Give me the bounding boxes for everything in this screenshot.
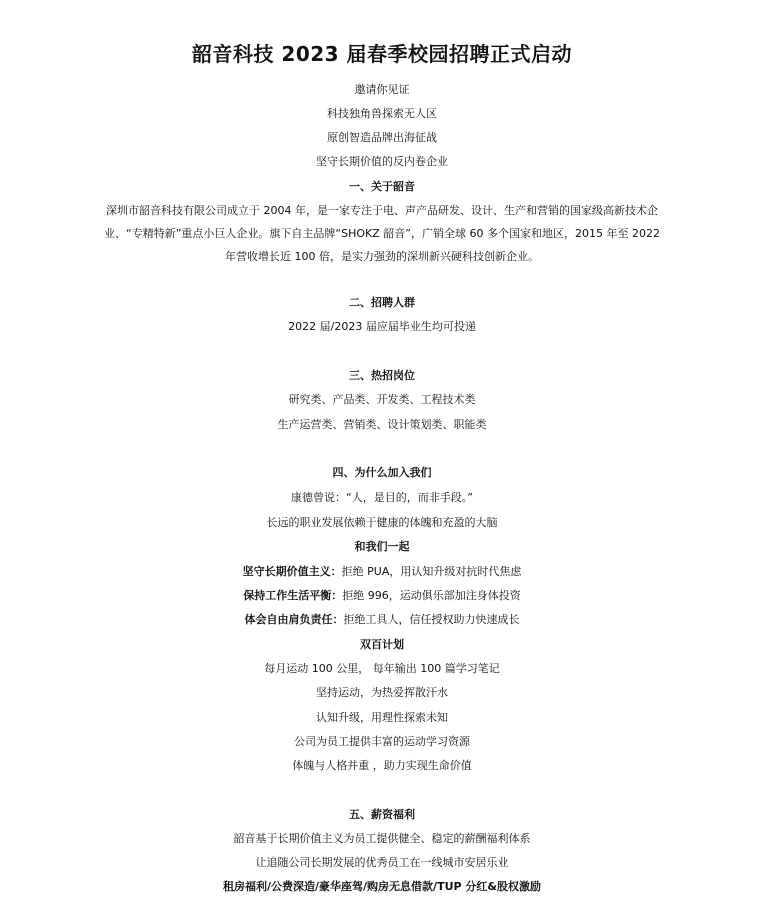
plan-line: 坚持运动，为热爱挥散汗水 [316,686,448,699]
value-item-text: 拒绝 PUA，用认知升级对抗时代焦虑 [341,565,522,578]
plan-line: 每月运动 100 公里， 每年输出 100 篇学习笔记 [264,662,500,675]
value-item [0,612,764,627]
section-heading-about: 一、关于韶音 [349,180,415,193]
intro-line: 科技独角兽探索无人区 [327,107,437,120]
section-heading-hot-positions: 三、热招岗位 [349,369,415,382]
why-join-line: 长远的职业发展依赖于健康的体魄和充盈的大脑 [266,516,498,529]
about-paragraph: 深圳市韶音科技有限公司成立于 2004 年，是一家专注于电、声产品研发、设计、生产和营销的国家级高新技术企业、“专精特新”重点小巨人企业。旗下自主品牌“SHOKZ 韶音”，广销全球 60 多个国家和地区，2015 年至 2022 年营收增长近 100 倍，是实力强劲的深圳新兴硬科技创新企业。 [104,204,660,263]
page-title: 韶音科技 2023 届春季校园招聘正式启动 [191,42,573,66]
kant-quote: 康德曾说：“人，是目的，而非手段。” [291,491,473,504]
value-item-label: 保持工作生活平衡： [243,589,343,602]
value-item-label: 体会自由肩负责任： [244,613,344,626]
section-heading-recruit-target: 二、招聘人群 [349,296,415,309]
intro-line: 坚守长期价值的反内卷企业 [316,155,448,168]
benefits-line: 韶音基于长期价值主义为员工提供健全、稳定的薪酬福利体系 [233,832,531,845]
recruit-target-text: 2022 届/2023 届应届毕业生均可投递 [288,320,476,333]
plan-line: 体魄与人格并重 ，助力实现生命价值 [292,759,472,772]
section-heading-why-join: 四、为什么加入我们 [332,466,432,479]
double-hundred-subheading: 双百计划 [360,638,404,651]
value-item [0,564,764,579]
value-item-text: 拒绝 996，运动俱乐部加注身体投资 [342,589,521,602]
section-heading-benefits: 五、薪资福利 [349,808,415,821]
plan-line: 认知升级，用理性探索未知 [316,711,448,724]
join-us-subheading: 和我们一起 [354,540,410,553]
intro-line: 原创智造品牌出海征战 [327,131,437,144]
value-item [0,588,764,603]
value-item-label: 坚守长期价值主义： [242,565,342,578]
position-line: 研究类、产品类、开发类、工程技术类 [288,393,476,406]
benefits-list: 租房福利/公费深造/豪华座驾/购房无息借款/TUP 分红&股权激励 [223,880,541,893]
position-line: 生产运营类、营销类、设计策划类、职能类 [277,418,487,431]
intro-line: 邀请你见证 [354,83,410,96]
benefits-line: 让追随公司长期发展的优秀员工在一线城市安居乐业 [255,856,509,869]
value-item-text: 拒绝工具人，信任授权助力快速成长 [343,613,520,626]
plan-line: 公司为员工提供丰富的运动学习资源 [294,735,470,748]
